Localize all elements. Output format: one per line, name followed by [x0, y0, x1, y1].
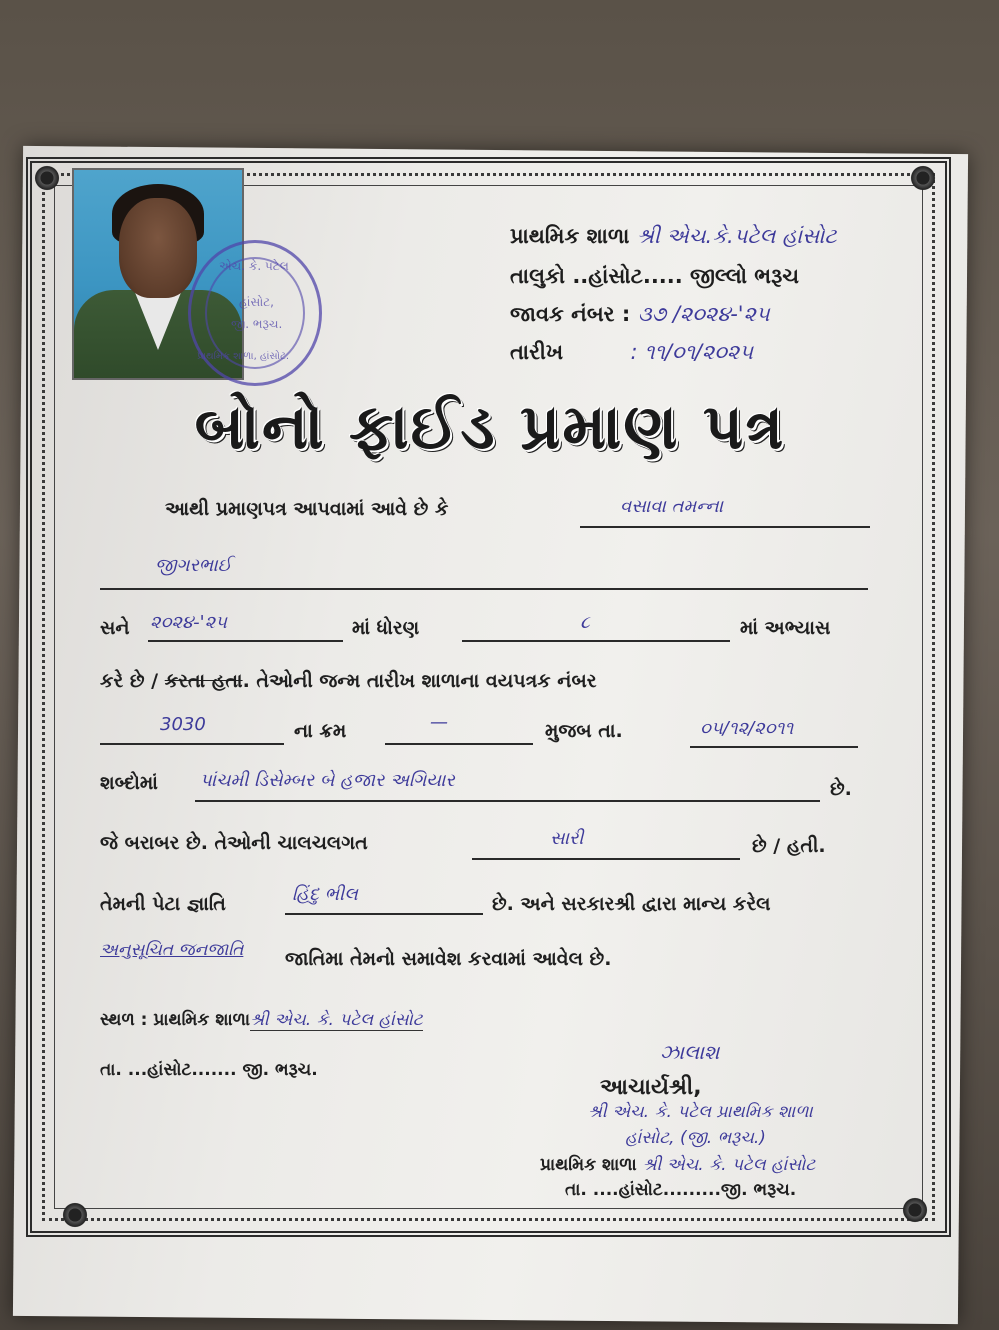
conduct-value: સારી [550, 828, 584, 849]
che-label: છે. [830, 778, 852, 800]
taluka-footer: તા. ...હાંસોટ....... જી. ભરૂચ. [100, 1060, 318, 1080]
shabdoma-label: શબ્દોમાં [100, 772, 158, 794]
intro-text: આથી પ્રમાણપત્ર આપવામાં આવે છે કે [165, 498, 449, 520]
outward-value: ૩૭ /૨૦૨૪-'૨૫ [637, 302, 770, 326]
kare-che: કરે છે / [100, 670, 159, 692]
taluka-line: તાલુકો ..હાંસોટ..... જીલ્લો ભરૂચ [510, 264, 800, 288]
samavesh-text: જાતિમા તેમનો સમાવેશ કરવામાં આવેલ છે. [285, 948, 612, 970]
principal-label: આચાર્યશ્રી, [600, 1075, 702, 1100]
date-of-birth: ૦૫/૧૨/૨૦૧૧ [700, 718, 794, 739]
outward-number-line [510, 302, 770, 327]
abhyas-label: માં અભ્યાસ [740, 617, 831, 639]
date-value: : ૧૧/૦૧/૨૦૨૫ [630, 340, 754, 364]
standard-value: ૮ [580, 612, 590, 633]
school-label: પ્રાથમિક શાળા [510, 224, 630, 248]
corner-ornament-icon [32, 163, 62, 193]
outward-label: જાવક નંબર : [510, 302, 631, 326]
father-name: જીગરભાઈ [155, 555, 232, 576]
date-line [510, 340, 753, 365]
stamp-line: એચ. કે. પટેલ [219, 259, 289, 273]
stamp-line: જી. ભરૂચ. [231, 317, 283, 331]
dob-text: . તેઓની જન્મ તારીખ શાળાના વયપત્રક નંબર [242, 670, 597, 692]
school-stamp [188, 240, 322, 386]
stamp-line: હાંસોટ, [239, 295, 274, 309]
stamp-line: પ્રાથમિક શાળા, હાંસોટ. [197, 351, 290, 362]
conduct-label: જે બરાબર છે. તેઓની ચાલચલગત [100, 832, 368, 854]
kram-label: ના ક્રમ [294, 720, 347, 742]
kram-underline [385, 715, 533, 745]
footer-school-value: શ્રી એચ. કે. પટેલ હાંસોટ [642, 1155, 816, 1175]
footer-school-line [540, 1155, 815, 1175]
karta-hata-struck: કરતા હતા [164, 670, 243, 692]
footer-taluka-line: તા. ....હાંસોટ.........જી. ભરૂચ. [565, 1180, 797, 1200]
che-hati-label: છે / હતી. [752, 835, 826, 857]
sane-label: સને [100, 617, 130, 639]
subcaste-value: હિંદુ ભીલ [292, 884, 358, 905]
school-value: શ્રી એચ.કે.પટેલ હાંસોટ [636, 224, 837, 248]
dob-in-words: પાંચમી ડિસેમ્બર બે હજાર અગિયાર [200, 770, 455, 791]
dhoran-label: માં ધોરણ [352, 617, 420, 639]
std-underline [462, 612, 730, 642]
corner-ornament-icon [900, 1195, 930, 1225]
academic-year: ૨૦૨૪-'૨૫ [150, 612, 227, 633]
mujab-label: મુજબ તા. [545, 720, 623, 742]
place-value: શ્રી એચ. કે. પટેલ હાંસોટ [250, 1010, 423, 1030]
corner-ornament-icon [60, 1200, 90, 1230]
principal-stamp-line1: શ્રી એચ. કે. પટેલ પ્રાથમિક શાળા [588, 1102, 813, 1122]
sarkar-text: છે. અને સરકારશ્રી દ્વારા માન્ય કરેલ [492, 893, 771, 915]
footer-school-label: પ્રાથમિક શાળા [540, 1155, 637, 1175]
principal-stamp-line2: હાંસોટ, (જી. ભરૂચ.) [625, 1128, 766, 1148]
student-name: વસાવા તમન્ના [620, 496, 724, 517]
kare-che-line [100, 670, 597, 692]
category-value: અનુસૂચિત જનજાતિ [100, 940, 244, 960]
school-name-line [510, 224, 837, 249]
corner-ornament-icon [908, 163, 938, 193]
place-label: સ્થળ : પ્રાથમિક શાળા [100, 1010, 251, 1030]
date-label: તારીખ [510, 340, 564, 364]
kram-value: — [430, 712, 448, 733]
place-line [100, 1010, 423, 1030]
conduct-underline [472, 830, 740, 860]
certificate-title: બોનો ફાઈડ પ્રમાણ પત્ર [194, 390, 786, 463]
subcaste-label: તેમની પેટા જ્ઞાતિ [100, 893, 226, 915]
principal-signature: ઝાલાશ [660, 1040, 720, 1064]
register-number: 3030 [160, 714, 206, 735]
